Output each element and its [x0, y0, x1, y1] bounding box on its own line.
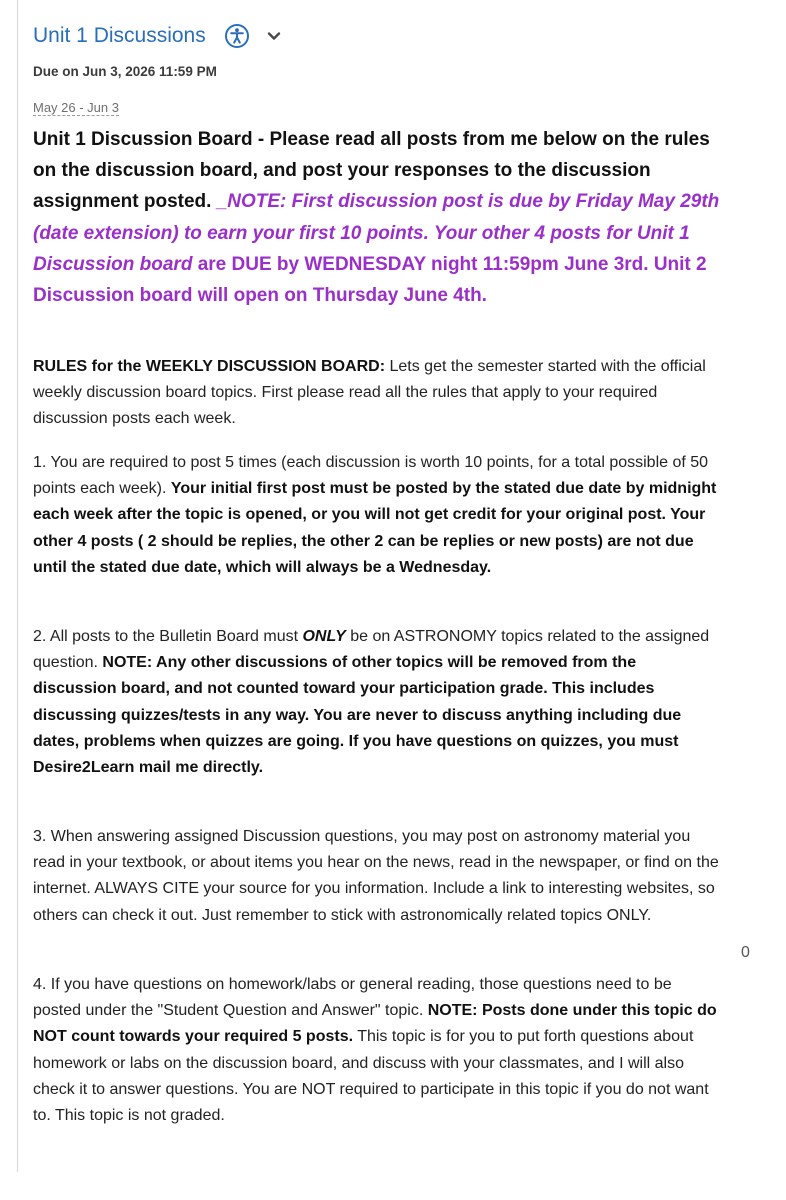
topic-lead-text	[33, 124, 723, 311]
due-date: Due on Jun 3, 2026 11:59 PM	[33, 64, 217, 79]
lead-note-italic: _NOTE: First discussion post is due by Friday May 29th (date extension) to earn your first 10 points. Your other 4 posts for Unit 1 Discussion board	[33, 191, 720, 275]
rule-3-text: 3. When answering assigned Discussion questions, you may post on astronomy material you read in your textbook, or about items you hear on the news, read in the newspaper, or find on the internet. ALWAYS CITE your source for you information. Include a link to interesting websites, so others can check it out. Just remember to stick with astronomically related topics ONLY.	[33, 828, 719, 924]
availability-date-range[interactable]: May 26 - Jun 3	[33, 100, 119, 115]
topic-title-link[interactable]: Unit 1 Discussions	[33, 24, 206, 47]
rule-4	[33, 972, 723, 1129]
rule-4-text-a: 4. If you have questions on homework/labs or general reading, those questions need to be posted under the "Student Question and Answer" topic.	[33, 976, 672, 1020]
rule-2-bold: NOTE: Any other discussions of other topics will be removed from the discussion board, and not counted toward your participation grade. This includes discussing quizzes/tests in any way. You are never to discuss anything including due dates, problems when quizzes are going. If you have questions on quizzes, you must Desire2Learn mail me directly.	[33, 654, 682, 777]
rule-1	[33, 450, 723, 581]
lead-note-rest: are DUE by WEDNESDAY night 11:59pm June 3rd. Unit 2 Discussion board will open on Thursday June 4th.	[33, 253, 707, 307]
rule-2	[33, 624, 723, 781]
rule-4-bold: NOTE: Posts done under this topic do NOT count towards your required 5 posts.	[33, 1002, 717, 1046]
rules-heading: RULES for the WEEKLY DISCUSSION BOARD:	[33, 358, 386, 375]
side-count: 0	[741, 944, 750, 961]
rule-3	[33, 824, 723, 929]
lead-intro: Unit 1 Discussion Board - Please read all posts from me below on the rules on the discussion board, and post your responses to the discussion assignment posted.	[33, 129, 710, 213]
rules-text: Lets get the semester started with the official weekly discussion board topics. First please read all the rules that apply to your required discussion posts each week.	[33, 358, 706, 428]
rule-2-emphasis: ONLY	[302, 628, 346, 645]
accessibility-icon[interactable]	[224, 23, 250, 49]
rule-1-bold: Your initial first post must be posted by the stated due date by midnight each week after the topic is opened, or you will not get credit for your original post. Your other 4 posts ( 2 should be replies, the other 2 can be replies or new posts) are not due until the stated due date, which will always be a Wednesday.	[33, 480, 717, 576]
rule-4-text-b: This topic is for you to put forth questions about homework or labs on the discussion board, and discuss with your classmates, and I will also check it to answer questions. You are NOT required to participate in this topic if you do not want to. This topic is not graded.	[33, 1028, 709, 1125]
rule-2-text-b: be on ASTRONOMY topics related to the assigned question.	[33, 628, 710, 672]
rules-intro	[33, 354, 723, 433]
chevron-down-icon[interactable]	[266, 28, 282, 44]
left-divider	[17, 0, 18, 1172]
rule-2-text-a: 2. All posts to the Bulletin Board must	[33, 628, 303, 645]
topic-header	[33, 20, 282, 52]
rule-1-text: 1. You are required to post 5 times (each discussion is worth 10 points, for a total possible of 50 points each week).	[33, 454, 709, 498]
